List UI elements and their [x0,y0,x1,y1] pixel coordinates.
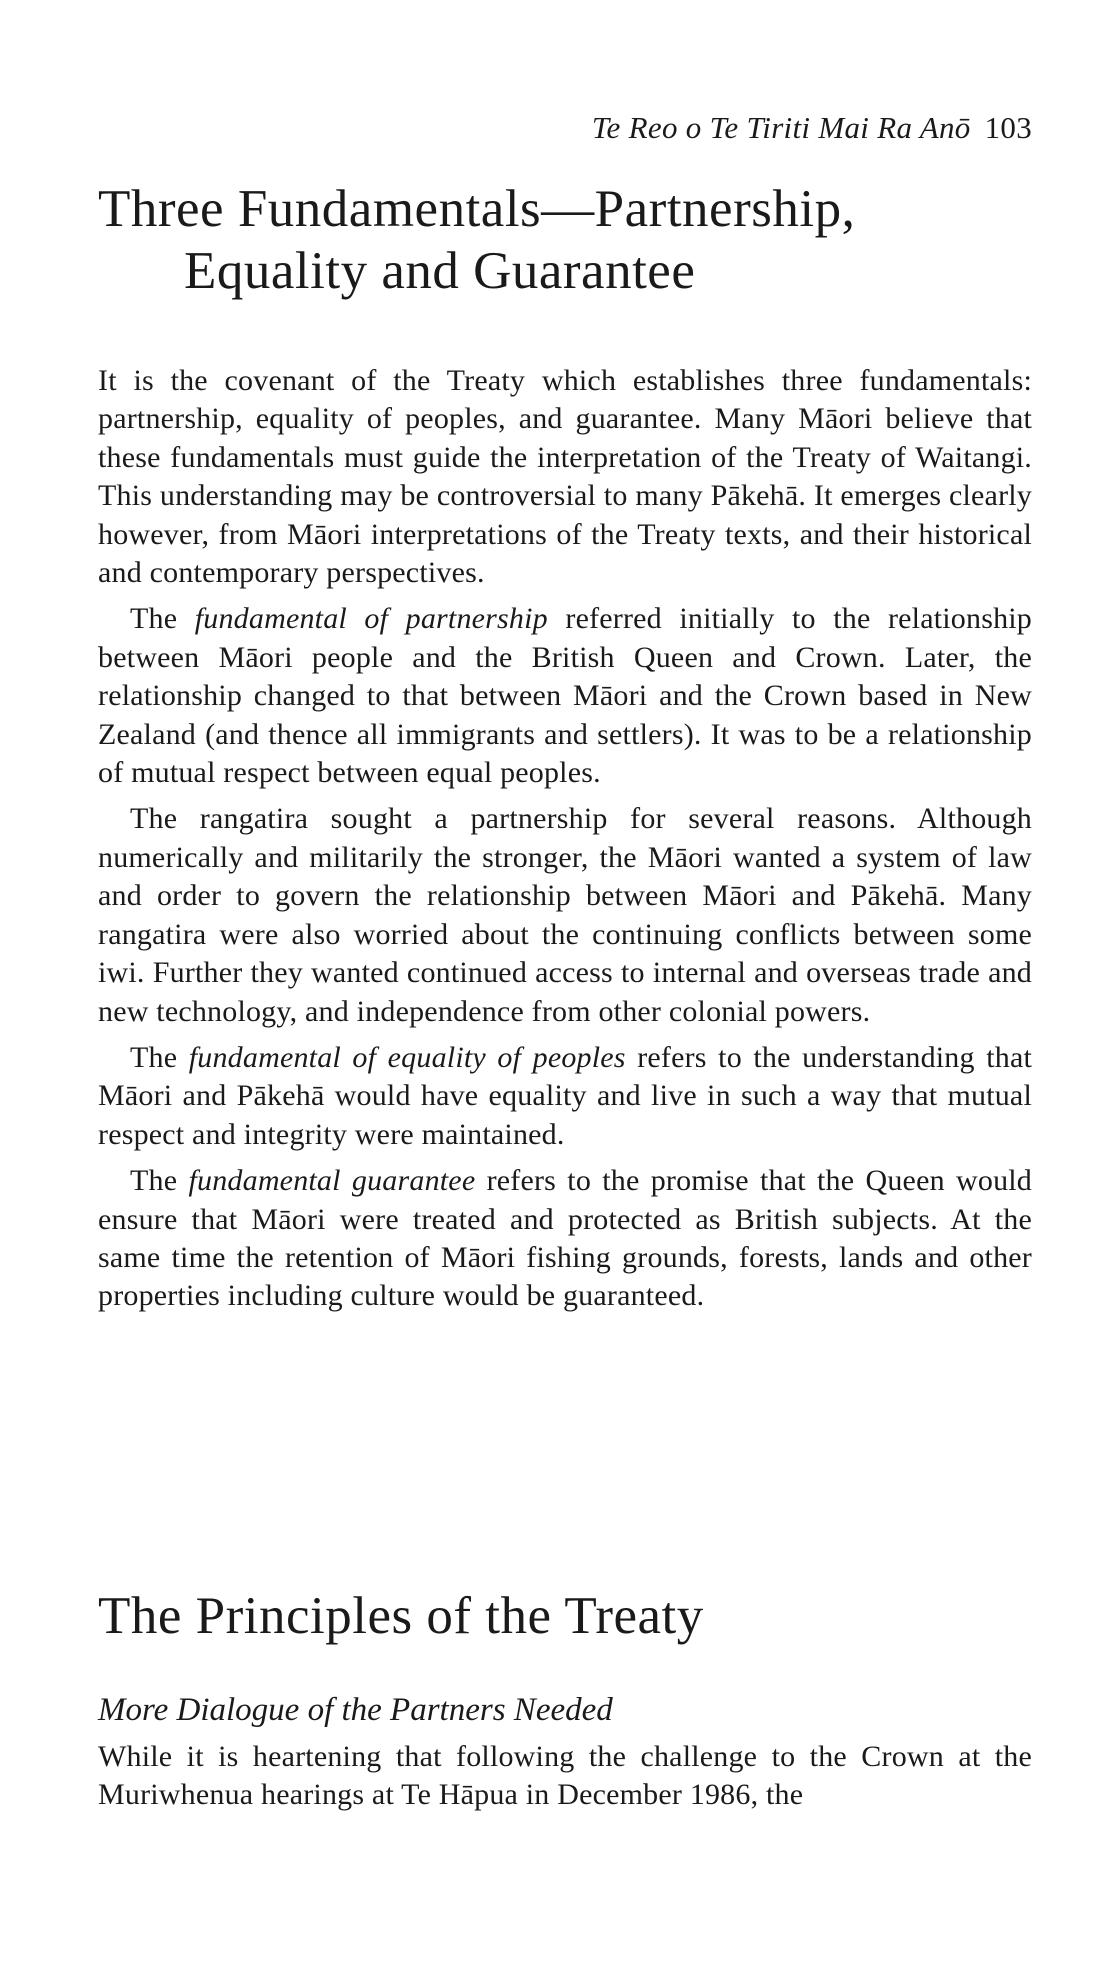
paragraph-lead-word: The [130,1164,178,1198]
heading-line-1: Three Fundamentals—Partnership, [98,180,856,238]
running-head [592,110,1032,146]
paragraph-text: referred initially to the relationship between Māori people and the British Queen and Crown. Later, the relationship changed to that between Māori and the Crown based in New Zealand (and thence all immigrants and settlers). It was to be a relationship of mutual respect between equal peoples. [98,602,1033,790]
paragraph-lead-word: The [130,602,178,636]
subheading-more-dialogue: More Dialogue of the Partners Needed [98,1692,613,1728]
paragraph-guarantee [98,1162,1032,1316]
paragraph-covenant: It is the covenant of the Treaty which establishes three fundamentals: partnership, equality of peoples, and guarantee. Many Māori believe that these fundamentals must guide the interpretation of the Treaty of Waitangi. This understanding may be controversial to many Pākehā. It emerges clearly however, from Māori interpretations of the Treaty texts, and their historical and contemporary perspectives. [98,364,1032,590]
section-1-body [98,362,1032,1324]
paragraph-lead-word: The [130,1040,178,1074]
paragraph-partnership [98,600,1032,792]
section-heading-principles: The Principles of the Treaty [98,1587,704,1645]
section-heading-three-fundamentals [98,178,1028,302]
paragraph-equality [98,1039,1032,1154]
paragraph-text: refers to the promise that the Queen would ensure that Māori were treated and protected as British subjects. At the same time the retention of Māori fishing grounds, forests, lands and other properties including culture would be guaranteed. [98,1164,1033,1313]
heading-line-2: Equality and Guarantee [184,242,696,300]
paragraph-muriwhenua: While it is heartening that following the challenge to the Crown at the Muriwhenua hearings at Te Hāpua in December 1986, the [98,1740,1032,1812]
section-2-body [98,1738,1032,1815]
term-fundamental-of-equality: fundamental of equality of peoples [188,1040,626,1074]
page-number: 103 [984,110,1032,145]
paragraph-rangatira: The rangatira sought a partnership for several reasons. Although numerically and militarily the stronger, the Māori wanted a system of law and order to govern the relationship between Māori and Pākehā. Many rangatira were also worried about the continuing conflicts between some iwi. Further they wanted continued access to internal and overseas trade and new technology, and independence from other colonial powers. [98,802,1032,1028]
running-head-title: Te Reo o Te Tiriti Mai Ra Anō [591,110,971,145]
term-fundamental-of-partnership: fundamental of partnership [194,602,548,636]
term-fundamental-guarantee: fundamental guarantee [188,1164,476,1198]
paragraph-text: refers to the understanding that Māori and Pākehā would have equality and live in such a way that mutual respect and integrity were maintained. [98,1040,1032,1151]
